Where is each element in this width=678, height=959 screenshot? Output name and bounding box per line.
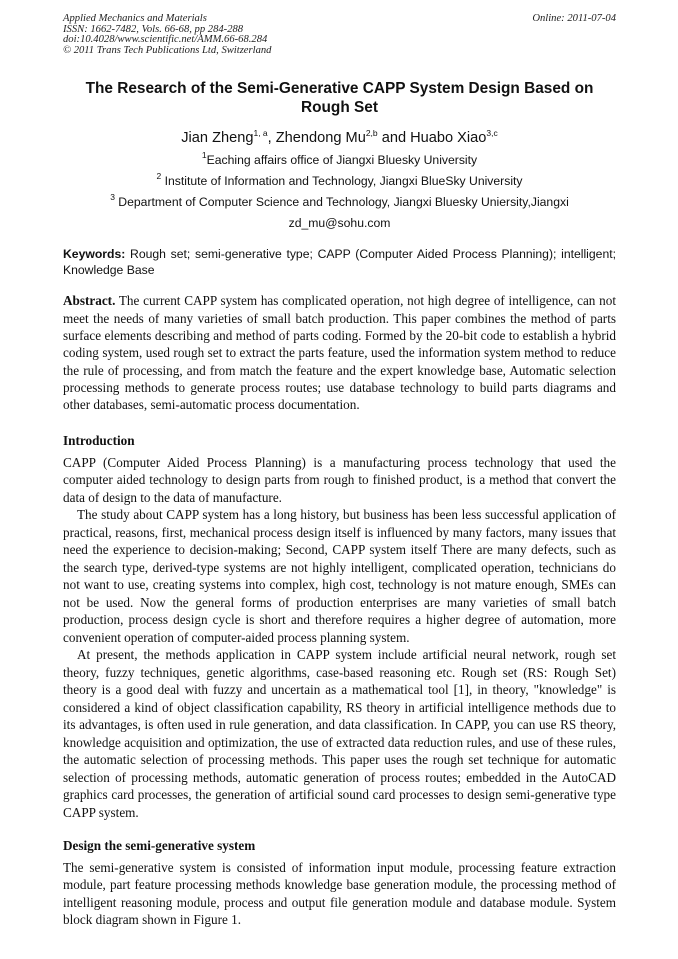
author-superscript: 3,c	[486, 128, 498, 139]
section-heading-introduction: Introduction	[63, 433, 135, 449]
affiliation-number: 2	[156, 171, 162, 182]
contact-email: zd_mu@sohu.com	[288, 216, 391, 231]
affiliation	[63, 171, 616, 192]
journal-header	[63, 14, 616, 56]
abstract-text: The current CAPP system has complicated operation, not high degree of intelligence, can not meet the needs of many varieties of small batch production. This paper combines the method of parts surface elements describing and method of parts coding. Formed by the 20-bit code to establish a hybrid coding system, used rough set to extract the parts feature, used the information system method to reduce the rule of processing, and from match the feature and the expert knowledge base, Automatic selection processing methods to generate process routes; use database technology to build parts diagrams and other databases, semi-automatic process documentation.	[63, 293, 616, 413]
author-superscript: 2,b	[365, 128, 378, 139]
author-superscript: 1, a	[253, 128, 268, 139]
affiliation-text: Department of Computer Science and Technology, Jiangxi Bluesky Uniersity,Jiangxi	[114, 195, 569, 210]
affiliation-text: Eaching affairs office of Jiangxi Bluesky University	[206, 153, 478, 168]
journal-name: Applied Mechanics and Materials	[63, 13, 207, 24]
body-paragraph: The semi-generative system is consisted of information input module, processing feature extraction module, part feature processing methods knowledge base generation module, the processing method of intelligent reasoning module, process and output file generation module and database module. System block diagram shown in Figure 1.	[63, 859, 616, 928]
issn-line: ISSN: 1662-7482, Vols. 66-68, pp 284-288	[63, 23, 244, 35]
author-name: Jian Zheng	[181, 130, 254, 147]
abstract-label: Abstract.	[63, 293, 116, 309]
keywords-label: Keywords:	[63, 247, 126, 262]
author-separator: ,	[267, 130, 276, 147]
online-date: Online: 2011-07-04	[532, 13, 616, 24]
body-paragraph: The study about CAPP system has a long history, but business has been less successful application of practical, reasons, first, mechanical process design itself is influenced by many factors, many issues that need the experience to decision-making; Second, CAPP system itself There are many defects, such as the search type, derived-type systems are not highly intelligent, complicated operation, technicians do not want to use, creating systems into complex, high cost, technology is not mature enough, SMEs can not be used. Now the general forms of production enterprises are many varieties of small batch production, process design cycle is short and therefore requires a higher degree of automation, more convenient operation of computer-aided process planning system.	[63, 507, 616, 645]
keywords-text: Rough set; semi-generative type; CAPP (Computer Aided Process Planning); intelligent; Knowledge Base	[63, 247, 616, 278]
body-paragraph: At present, the methods application in CAPP system include artificial neural network, rough set theory, fuzzy techniques, genetic algorithms, case-based reasoning etc. Rough set (RS: Rough Set) theory is a good deal with fuzzy and uncertain as a mathematical tool [1], in theory, "knowledge" is considered a kind of object classification capability, RS theory in artificial intelligence methods due to its advantages, is often used in rule generation, and data classification. In CAPP, you can use RS theory, knowledge acquisition and optimization, the use of extracted data reduction rules, and use of these rules, the automatic selection of processing methods. This paper uses the rough set technique for automatic selection of processing methods, automatic generation of process routes; embedded in the AutoCAD graphics card processes, the generation of artificial sound card processes to design semi-generative type CAPP system.	[63, 647, 616, 820]
author-separator: and	[377, 130, 411, 147]
author-name: Zhendong Mu	[275, 130, 366, 147]
section-heading-design: Design the semi-generative system	[63, 838, 256, 854]
paper-page	[63, 14, 616, 929]
author-name: Huabo Xiao	[410, 130, 487, 147]
affiliation-number: 1	[201, 150, 207, 161]
doi-line: doi:10.4028/www.scientific.net/AMM.66-68.284	[63, 34, 268, 46]
affiliation-text: Institute of Information and Technology, Jiangxi BlueSky University	[161, 174, 523, 189]
paper-title: The Research of the Semi-Generative CAPP System Design Based on Rough Set	[85, 80, 594, 117]
abstract	[63, 292, 616, 413]
author-list	[63, 128, 616, 148]
body-paragraph: CAPP (Computer Aided Process Planning) is a manufacturing process technology that used the computer aided technology to design parts from rough to finished product, is a method that convert the data of design to the data of manufacture.	[63, 454, 616, 505]
copyright-line: © 2011 Trans Tech Publications Ltd, Switzerland	[63, 44, 272, 56]
affiliation-number: 3	[110, 192, 115, 203]
affiliation	[63, 192, 616, 213]
keywords	[63, 246, 616, 278]
affiliation	[63, 150, 616, 171]
